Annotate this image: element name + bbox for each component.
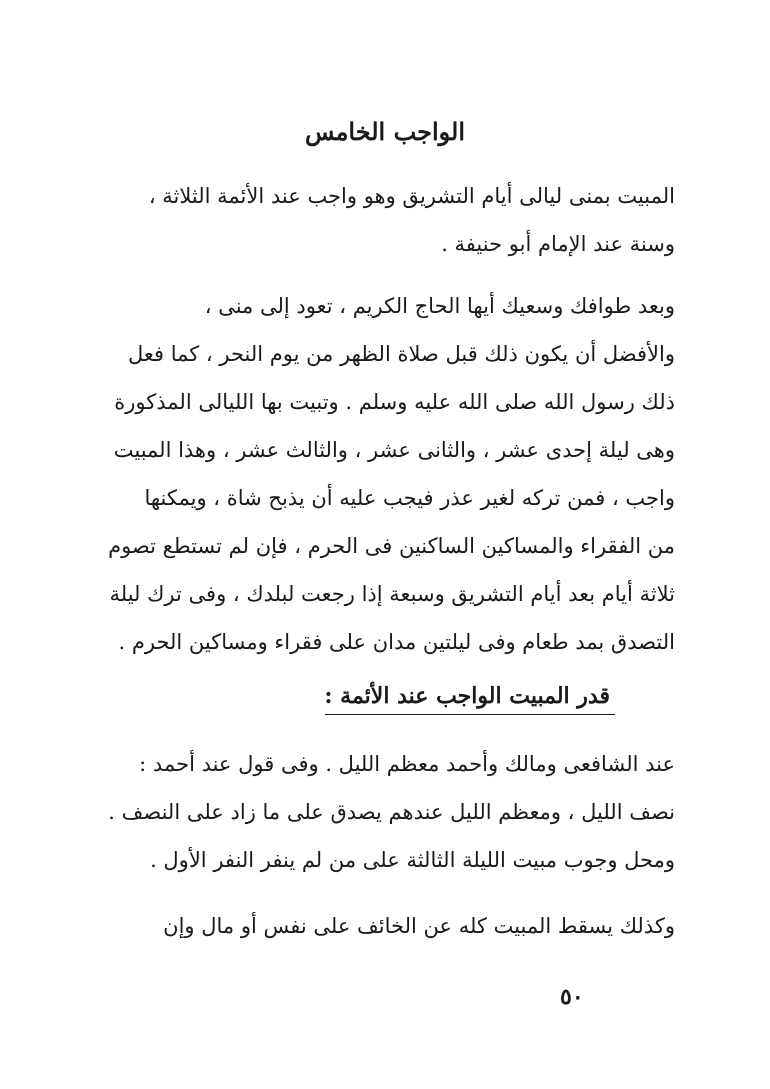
paragraph-line: عند الشافعى ومالك وأحمد معظم الليل . وفى قول عند أحمد : xyxy=(139,752,675,776)
paragraph-line: ومحل وجوب مبيت الليلة الثالثة على من لم ينفر النفر الأول . xyxy=(150,848,675,872)
paragraph-line: والأفضل أن يكون ذلك قبل صلاة الظهر من يوم النحر ، كما فعل xyxy=(127,342,675,366)
paragraph-4 xyxy=(95,902,675,950)
paragraph-line: وهى ليلة إحدى عشر ، والثانى عشر ، والثالث عشر ، وهذا المبيت xyxy=(113,438,675,462)
paragraph-line: المبيت بمنى ليالى أيام التشريق وهو واجب عند الأئمة الثلاثة ، xyxy=(148,184,675,208)
subheading: قدر المبيت الواجب عند الأئمة : xyxy=(324,683,610,709)
paragraph-2 xyxy=(95,282,675,666)
paragraph-line: واجب ، فمن تركه لغير عذر فيجب عليه أن يذبح شاة ، ويمكنها xyxy=(144,486,675,510)
paragraph-line: التصدق بمد طعام وفى ليلتين مدان على فقراء ومساكين الحرم . xyxy=(118,630,675,654)
paragraph-line: من الفقراء والمساكين الساكنين فى الحرم ، فإن لم تستطع تصوم xyxy=(108,534,675,558)
paragraph-line: وسنة عند الإمام أبو حنيفة . xyxy=(441,232,675,256)
section-title: الواجب الخامس xyxy=(304,117,466,146)
paragraph-3 xyxy=(95,740,675,884)
paragraph-line: نصف الليل ، ومعظم الليل عندهم يصدق على ما زاد على النصف . xyxy=(108,800,675,824)
page-number: ٥٠ xyxy=(560,984,584,1010)
subheading-underline xyxy=(325,714,615,715)
paragraph-line: ذلك رسول الله صلى الله عليه وسلم . وتبيت بها الليالى المذكورة xyxy=(114,390,675,414)
paragraph-line: وكذلك يسقط المبيت كله عن الخائف على نفس أو مال وإن xyxy=(163,914,675,938)
paragraph-line: ثلاثة أيام بعد أيام التشريق وسبعة إذا رجعت لبلدك ، وفى ترك ليلة xyxy=(109,582,675,606)
paragraph-line: وبعد طوافك وسعيك أيها الحاج الكريم ، تعود إلى منى ، xyxy=(204,294,675,318)
paragraph-1 xyxy=(95,172,675,268)
